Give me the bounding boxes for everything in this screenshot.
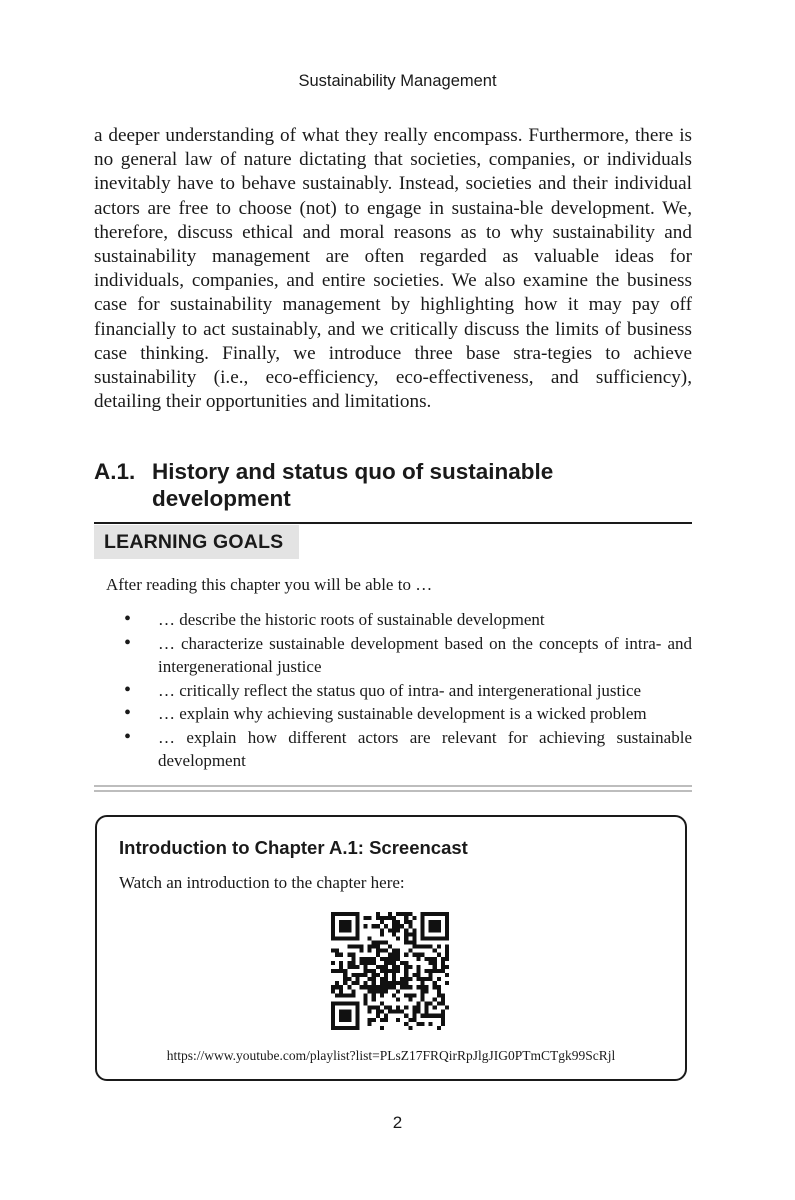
- screencast-url-link[interactable]: https://www.youtube.com/playlist?list=PLsZ17FRQirRpJlgJIG0PTmCTgk99ScRjl: [166, 1048, 616, 1063]
- learning-goal-item: • … characterize sustainable development based on the concepts of intra- and intergenerational justice: [120, 632, 692, 679]
- section-heading: [94, 458, 694, 512]
- learning-goals-intro: After reading this chapter you will be able to …: [106, 575, 433, 594]
- section-number: A.1.: [94, 459, 136, 484]
- screencast-text: Watch an introduction to the chapter here:: [119, 873, 405, 892]
- learning-goal-item: • … explain how different actors are relevant for achieving sustainable development: [120, 726, 692, 773]
- learning-goal-item: • … explain why achieving sustainable development is a wicked problem: [120, 702, 692, 726]
- screencast-box: [95, 815, 687, 1081]
- intro-paragraph: a deeper understanding of what they really encompass. Furthermore, there is no general law of nature dictating that societies, companies, or individuals inevitably have to behave sustainably. Instead, societies and their individual actors are free to choose (not) to engage in sustaina-ble development. We, therefore, discuss ethical and moral reasons as to why sustainability and sustainability management are often regarded as valuable ideas for individuals, companies, and entire societies. We also examine the business case for sustainability management by highlighting how it may pay off financially to act sustainably, and we critically discuss the limits of business case thinking. Finally, we introduce three base stra-tegies to achieve sustainability (i.e., eco-efficiency, eco-effectiveness, and sufficiency), detailing their opportunities and limitations.: [94, 125, 692, 413]
- learning-goals-bottom-rule: [94, 785, 692, 792]
- learning-goal-item: • … critically reflect the status quo of intra- and intergenerational justice: [120, 679, 692, 703]
- learning-goal-item: • … describe the historic roots of sustainable development: [120, 608, 692, 632]
- section-title: History and status quo of sustainable development: [152, 459, 554, 511]
- learning-goals-top-rule: [94, 522, 692, 524]
- page-number: 2: [392, 1113, 403, 1132]
- screencast-title: Introduction to Chapter A.1: Screencast: [119, 837, 468, 858]
- qr-code-icon[interactable]: [331, 912, 449, 1030]
- learning-goals-list: [120, 608, 692, 773]
- running-header: Sustainability Management: [298, 72, 497, 90]
- learning-goals-label: LEARNING GOALS: [94, 525, 299, 559]
